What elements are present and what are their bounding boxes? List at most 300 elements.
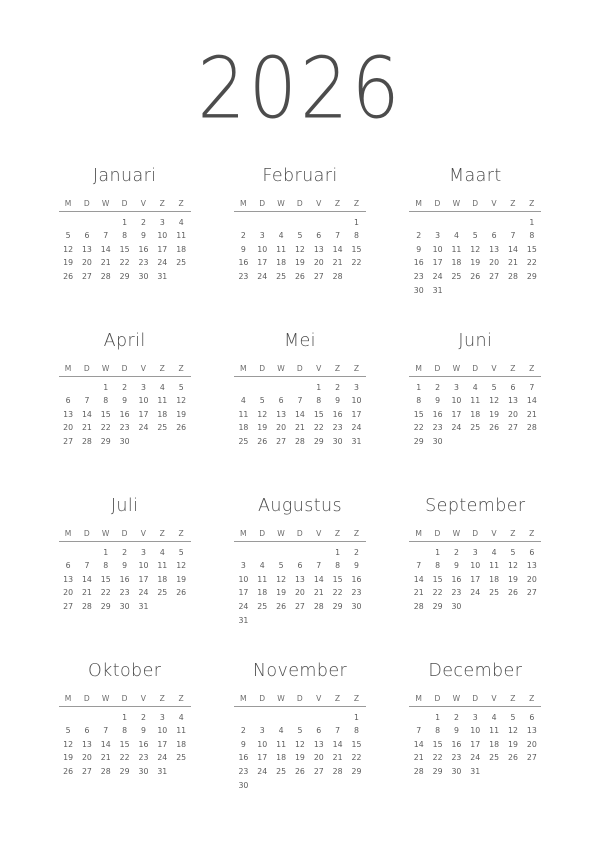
day-cell[interactable]: 5 xyxy=(297,231,303,241)
day-cell[interactable]: 14 xyxy=(507,244,518,254)
day-cell[interactable]: 10 xyxy=(432,244,443,254)
day-cell[interactable]: 18 xyxy=(238,423,249,433)
day-cell[interactable]: 24 xyxy=(432,271,443,281)
day-cell[interactable]: 28 xyxy=(526,423,537,433)
day-cell[interactable]: 11 xyxy=(157,396,168,406)
day-cell[interactable]: 14 xyxy=(413,739,424,749)
day-cell[interactable]: 10 xyxy=(157,726,168,736)
day-cell[interactable]: 26 xyxy=(294,271,305,281)
day-cell[interactable]: 14 xyxy=(100,244,111,254)
day-cell[interactable]: 17 xyxy=(451,409,462,419)
day-cell[interactable]: 9 xyxy=(122,396,128,406)
day-cell[interactable]: 14 xyxy=(294,409,305,419)
day-cell[interactable]: 5 xyxy=(472,231,478,241)
day-cell[interactable]: 12 xyxy=(294,739,305,749)
day-cell[interactable]: 16 xyxy=(238,753,249,763)
day-cell[interactable]: 7 xyxy=(84,561,90,571)
day-cell[interactable]: 4 xyxy=(159,547,165,557)
day-cell[interactable]: 12 xyxy=(276,574,287,584)
day-cell[interactable]: 30 xyxy=(332,436,343,446)
day-cell[interactable]: 17 xyxy=(257,753,268,763)
day-cell[interactable]: 15 xyxy=(313,409,324,419)
day-cell[interactable]: 21 xyxy=(332,753,343,763)
day-cell[interactable]: 4 xyxy=(259,561,265,571)
day-cell[interactable]: 11 xyxy=(257,574,268,584)
day-cell[interactable]: 26 xyxy=(276,601,287,611)
day-cell[interactable]: 11 xyxy=(489,726,500,736)
day-cell[interactable]: 3 xyxy=(453,382,459,392)
day-cell[interactable]: 29 xyxy=(100,601,111,611)
day-cell[interactable]: 27 xyxy=(294,601,305,611)
day-cell[interactable]: 28 xyxy=(313,601,324,611)
day-cell[interactable]: 12 xyxy=(507,561,518,571)
day-cell[interactable]: 16 xyxy=(332,409,343,419)
day-cell[interactable]: 29 xyxy=(313,436,324,446)
day-cell[interactable]: 27 xyxy=(81,271,92,281)
day-cell[interactable]: 19 xyxy=(63,753,74,763)
day-cell[interactable]: 1 xyxy=(354,712,359,722)
day-cell[interactable]: 15 xyxy=(526,244,537,254)
day-cell[interactable]: 25 xyxy=(451,271,462,281)
day-cell[interactable]: 17 xyxy=(351,409,362,419)
day-cell[interactable]: 16 xyxy=(238,258,249,268)
day-cell[interactable]: 12 xyxy=(63,244,74,254)
day-cell[interactable]: 5 xyxy=(491,382,497,392)
day-cell[interactable]: 27 xyxy=(526,753,537,763)
day-cell[interactable]: 28 xyxy=(81,601,92,611)
day-cell[interactable]: 21 xyxy=(294,423,305,433)
day-cell[interactable]: 28 xyxy=(413,766,424,776)
day-cell[interactable]: 4 xyxy=(278,726,284,736)
day-cell[interactable]: 6 xyxy=(84,726,90,736)
day-cell[interactable]: 26 xyxy=(176,588,187,598)
day-cell[interactable]: 11 xyxy=(276,244,287,254)
day-cell[interactable]: 23 xyxy=(351,588,362,598)
day-cell[interactable]: 3 xyxy=(240,561,246,571)
day-cell[interactable]: 8 xyxy=(122,231,128,241)
day-cell[interactable]: 7 xyxy=(103,726,109,736)
day-cell[interactable]: 2 xyxy=(335,382,341,392)
day-cell[interactable]: 1 xyxy=(122,217,128,227)
day-cell[interactable]: 5 xyxy=(259,396,265,406)
day-cell[interactable]: 26 xyxy=(470,271,481,281)
day-cell[interactable]: 23 xyxy=(432,423,443,433)
day-cell[interactable]: 8 xyxy=(435,561,441,571)
day-cell[interactable]: 27 xyxy=(489,271,500,281)
day-cell[interactable]: 25 xyxy=(489,753,500,763)
day-cell[interactable]: 31 xyxy=(470,766,481,776)
day-cell[interactable]: 4 xyxy=(159,382,165,392)
day-cell[interactable]: 26 xyxy=(63,766,74,776)
day-cell[interactable]: 24 xyxy=(238,601,249,611)
day-cell[interactable]: 29 xyxy=(119,766,130,776)
day-cell[interactable]: 1 xyxy=(529,217,535,227)
day-cell[interactable]: 5 xyxy=(510,547,516,557)
day-cell[interactable]: 18 xyxy=(489,574,500,584)
day-cell[interactable]: 5 xyxy=(178,547,184,557)
day-cell[interactable]: 19 xyxy=(507,574,518,584)
day-cell[interactable]: 10 xyxy=(470,726,481,736)
day-cell[interactable]: 22 xyxy=(432,588,443,598)
day-cell[interactable]: 26 xyxy=(507,588,518,598)
day-cell[interactable]: 9 xyxy=(240,739,246,749)
day-cell[interactable]: 23 xyxy=(451,753,462,763)
day-cell[interactable]: 2 xyxy=(122,382,128,392)
day-cell[interactable]: 30 xyxy=(138,271,149,281)
day-cell[interactable]: 22 xyxy=(351,258,362,268)
day-cell[interactable]: 30 xyxy=(238,780,249,790)
day-cell[interactable]: 10 xyxy=(351,396,362,406)
day-cell[interactable]: 4 xyxy=(472,382,478,392)
day-cell[interactable]: 22 xyxy=(332,588,343,598)
day-cell[interactable]: 7 xyxy=(416,561,422,571)
day-cell[interactable]: 3 xyxy=(259,726,265,736)
day-cell[interactable]: 29 xyxy=(119,271,130,281)
day-cell[interactable]: 25 xyxy=(276,766,287,776)
day-cell[interactable]: 4 xyxy=(491,547,497,557)
day-cell[interactable]: 15 xyxy=(119,739,130,749)
day-cell[interactable]: 8 xyxy=(103,396,109,406)
day-cell[interactable]: 27 xyxy=(526,588,537,598)
day-cell[interactable]: 15 xyxy=(432,574,443,584)
day-cell[interactable]: 24 xyxy=(138,423,149,433)
day-cell[interactable]: 12 xyxy=(176,396,187,406)
day-cell[interactable]: 20 xyxy=(63,423,74,433)
day-cell[interactable]: 25 xyxy=(176,753,187,763)
day-cell[interactable]: 4 xyxy=(453,231,459,241)
day-cell[interactable]: 21 xyxy=(313,588,324,598)
day-cell[interactable]: 22 xyxy=(432,753,443,763)
day-cell[interactable]: 8 xyxy=(122,726,128,736)
day-cell[interactable]: 1 xyxy=(416,382,422,392)
day-cell[interactable]: 30 xyxy=(119,601,130,611)
day-cell[interactable]: 19 xyxy=(470,258,481,268)
day-cell[interactable]: 10 xyxy=(257,244,268,254)
day-cell[interactable]: 1 xyxy=(103,547,109,557)
day-cell[interactable]: 12 xyxy=(489,396,500,406)
day-cell[interactable]: 20 xyxy=(63,588,74,598)
day-cell[interactable]: 4 xyxy=(240,396,246,406)
day-cell[interactable]: 3 xyxy=(472,712,478,722)
day-cell[interactable]: 17 xyxy=(470,739,481,749)
day-cell[interactable]: 8 xyxy=(435,726,441,736)
day-cell[interactable]: 14 xyxy=(81,574,92,584)
day-cell[interactable]: 2 xyxy=(354,547,359,557)
day-cell[interactable]: 1 xyxy=(103,382,109,392)
day-cell[interactable]: 5 xyxy=(278,561,284,571)
day-cell[interactable]: 13 xyxy=(313,244,324,254)
day-cell[interactable]: 21 xyxy=(332,258,343,268)
day-cell[interactable]: 16 xyxy=(451,739,462,749)
day-cell[interactable]: 31 xyxy=(238,615,249,625)
day-cell[interactable]: 12 xyxy=(507,726,518,736)
day-cell[interactable]: 9 xyxy=(335,396,341,406)
day-cell[interactable]: 25 xyxy=(470,423,481,433)
day-cell[interactable]: 20 xyxy=(489,258,500,268)
day-cell[interactable]: 19 xyxy=(63,258,74,268)
day-cell[interactable]: 6 xyxy=(297,561,303,571)
day-cell[interactable]: 17 xyxy=(157,739,168,749)
day-cell[interactable]: 19 xyxy=(276,588,287,598)
day-cell[interactable]: 20 xyxy=(507,409,518,419)
day-cell[interactable]: 30 xyxy=(432,436,443,446)
day-cell[interactable]: 1 xyxy=(435,547,441,557)
day-cell[interactable]: 1 xyxy=(122,712,128,722)
day-cell[interactable]: 17 xyxy=(157,244,168,254)
day-cell[interactable]: 22 xyxy=(351,753,362,763)
day-cell[interactable]: 13 xyxy=(489,244,500,254)
day-cell[interactable]: 20 xyxy=(313,753,324,763)
day-cell[interactable]: 16 xyxy=(138,244,149,254)
day-cell[interactable]: 21 xyxy=(413,753,424,763)
day-cell[interactable]: 6 xyxy=(84,231,90,241)
day-cell[interactable]: 30 xyxy=(451,766,462,776)
day-cell[interactable]: 9 xyxy=(453,561,459,571)
day-cell[interactable]: 7 xyxy=(297,396,303,406)
day-cell[interactable]: 27 xyxy=(276,436,287,446)
day-cell[interactable]: 19 xyxy=(507,739,518,749)
day-cell[interactable]: 17 xyxy=(138,409,149,419)
day-cell[interactable]: 23 xyxy=(138,258,149,268)
day-cell[interactable]: 2 xyxy=(416,231,422,241)
day-cell[interactable]: 31 xyxy=(138,601,149,611)
day-cell[interactable]: 3 xyxy=(472,547,478,557)
day-cell[interactable]: 7 xyxy=(416,726,422,736)
day-cell[interactable]: 4 xyxy=(178,217,184,227)
day-cell[interactable]: 4 xyxy=(491,712,497,722)
day-cell[interactable]: 14 xyxy=(313,574,324,584)
day-cell[interactable]: 8 xyxy=(335,561,341,571)
day-cell[interactable]: 25 xyxy=(157,588,168,598)
day-cell[interactable]: 30 xyxy=(413,285,424,295)
day-cell[interactable]: 18 xyxy=(157,409,168,419)
day-cell[interactable]: 12 xyxy=(176,561,187,571)
day-cell[interactable]: 27 xyxy=(313,271,324,281)
day-cell[interactable]: 22 xyxy=(119,258,130,268)
day-cell[interactable]: 26 xyxy=(294,766,305,776)
day-cell[interactable]: 5 xyxy=(178,382,184,392)
day-cell[interactable]: 28 xyxy=(294,436,305,446)
day-cell[interactable]: 15 xyxy=(332,574,343,584)
day-cell[interactable]: 11 xyxy=(238,409,249,419)
day-cell[interactable]: 8 xyxy=(529,231,535,241)
day-cell[interactable]: 13 xyxy=(526,726,537,736)
day-cell[interactable]: 19 xyxy=(294,753,305,763)
day-cell[interactable]: 24 xyxy=(257,271,268,281)
day-cell[interactable]: 15 xyxy=(432,739,443,749)
day-cell[interactable]: 31 xyxy=(351,436,362,446)
day-cell[interactable]: 9 xyxy=(453,726,459,736)
day-cell[interactable]: 14 xyxy=(81,409,92,419)
day-cell[interactable]: 22 xyxy=(313,423,324,433)
day-cell[interactable]: 11 xyxy=(451,244,462,254)
day-cell[interactable]: 24 xyxy=(138,588,149,598)
day-cell[interactable]: 26 xyxy=(489,423,500,433)
day-cell[interactable]: 28 xyxy=(332,766,343,776)
day-cell[interactable]: 10 xyxy=(138,561,149,571)
day-cell[interactable]: 12 xyxy=(63,739,74,749)
day-cell[interactable]: 30 xyxy=(138,766,149,776)
day-cell[interactable]: 14 xyxy=(100,739,111,749)
day-cell[interactable]: 29 xyxy=(432,766,443,776)
day-cell[interactable]: 9 xyxy=(416,244,422,254)
day-cell[interactable]: 1 xyxy=(435,712,441,722)
day-cell[interactable]: 5 xyxy=(297,726,303,736)
day-cell[interactable]: 3 xyxy=(354,382,359,392)
day-cell[interactable]: 15 xyxy=(119,244,130,254)
day-cell[interactable]: 13 xyxy=(276,409,287,419)
day-cell[interactable]: 21 xyxy=(81,588,92,598)
day-cell[interactable]: 26 xyxy=(176,423,187,433)
day-cell[interactable]: 8 xyxy=(316,396,322,406)
day-cell[interactable]: 23 xyxy=(238,271,249,281)
day-cell[interactable]: 17 xyxy=(138,574,149,584)
day-cell[interactable]: 8 xyxy=(354,726,359,736)
day-cell[interactable]: 13 xyxy=(81,739,92,749)
day-cell[interactable]: 2 xyxy=(140,712,146,722)
day-cell[interactable]: 2 xyxy=(140,217,146,227)
day-cell[interactable]: 9 xyxy=(140,726,146,736)
day-cell[interactable]: 11 xyxy=(157,561,168,571)
day-cell[interactable]: 28 xyxy=(413,601,424,611)
day-cell[interactable]: 3 xyxy=(159,712,165,722)
day-cell[interactable]: 12 xyxy=(470,244,481,254)
day-cell[interactable]: 18 xyxy=(176,244,187,254)
day-cell[interactable]: 10 xyxy=(238,574,249,584)
day-cell[interactable]: 13 xyxy=(507,396,518,406)
day-cell[interactable]: 13 xyxy=(313,739,324,749)
day-cell[interactable]: 24 xyxy=(470,588,481,598)
day-cell[interactable]: 24 xyxy=(157,753,168,763)
day-cell[interactable]: 18 xyxy=(276,753,287,763)
day-cell[interactable]: 10 xyxy=(451,396,462,406)
day-cell[interactable]: 24 xyxy=(470,753,481,763)
day-cell[interactable]: 21 xyxy=(413,588,424,598)
day-cell[interactable]: 30 xyxy=(119,436,130,446)
day-cell[interactable]: 2 xyxy=(122,547,128,557)
day-cell[interactable]: 8 xyxy=(103,561,109,571)
day-cell[interactable]: 23 xyxy=(119,588,130,598)
day-cell[interactable]: 29 xyxy=(432,601,443,611)
day-cell[interactable]: 12 xyxy=(257,409,268,419)
day-cell[interactable]: 15 xyxy=(100,574,111,584)
day-cell[interactable]: 11 xyxy=(470,396,481,406)
day-cell[interactable]: 31 xyxy=(157,766,168,776)
day-cell[interactable]: 16 xyxy=(351,574,362,584)
day-cell[interactable]: 16 xyxy=(119,409,130,419)
day-cell[interactable]: 22 xyxy=(100,423,111,433)
day-cell[interactable]: 1 xyxy=(316,382,322,392)
day-cell[interactable]: 5 xyxy=(510,712,516,722)
day-cell[interactable]: 19 xyxy=(176,409,187,419)
day-cell[interactable]: 13 xyxy=(63,409,74,419)
day-cell[interactable]: 16 xyxy=(451,574,462,584)
day-cell[interactable]: 15 xyxy=(413,409,424,419)
day-cell[interactable]: 3 xyxy=(259,231,265,241)
day-cell[interactable]: 23 xyxy=(138,753,149,763)
day-cell[interactable]: 20 xyxy=(276,423,287,433)
day-cell[interactable]: 24 xyxy=(351,423,362,433)
day-cell[interactable]: 22 xyxy=(413,423,424,433)
day-cell[interactable]: 20 xyxy=(81,258,92,268)
day-cell[interactable]: 10 xyxy=(157,231,168,241)
day-cell[interactable]: 19 xyxy=(176,574,187,584)
day-cell[interactable]: 18 xyxy=(176,739,187,749)
day-cell[interactable]: 23 xyxy=(119,423,130,433)
day-cell[interactable]: 2 xyxy=(453,712,459,722)
day-cell[interactable]: 26 xyxy=(257,436,268,446)
day-cell[interactable]: 8 xyxy=(416,396,422,406)
day-cell[interactable]: 7 xyxy=(84,396,90,406)
day-cell[interactable]: 10 xyxy=(257,739,268,749)
day-cell[interactable]: 16 xyxy=(432,409,443,419)
day-cell[interactable]: 11 xyxy=(176,726,187,736)
day-cell[interactable]: 2 xyxy=(453,547,459,557)
day-cell[interactable]: 15 xyxy=(351,244,362,254)
day-cell[interactable]: 29 xyxy=(526,271,537,281)
day-cell[interactable]: 5 xyxy=(65,726,71,736)
day-cell[interactable]: 25 xyxy=(157,423,168,433)
day-cell[interactable]: 28 xyxy=(81,436,92,446)
day-cell[interactable]: 18 xyxy=(489,739,500,749)
day-cell[interactable]: 28 xyxy=(100,271,111,281)
day-cell[interactable]: 16 xyxy=(413,258,424,268)
day-cell[interactable]: 29 xyxy=(351,766,362,776)
day-cell[interactable]: 27 xyxy=(63,436,74,446)
day-cell[interactable]: 3 xyxy=(159,217,165,227)
day-cell[interactable]: 9 xyxy=(435,396,441,406)
day-cell[interactable]: 18 xyxy=(470,409,481,419)
day-cell[interactable]: 3 xyxy=(435,231,441,241)
day-cell[interactable]: 10 xyxy=(470,561,481,571)
day-cell[interactable]: 6 xyxy=(529,712,535,722)
day-cell[interactable]: 17 xyxy=(470,574,481,584)
day-cell[interactable]: 19 xyxy=(489,409,500,419)
day-cell[interactable]: 25 xyxy=(238,436,249,446)
day-cell[interactable]: 27 xyxy=(507,423,518,433)
day-cell[interactable]: 6 xyxy=(316,726,322,736)
day-cell[interactable]: 6 xyxy=(510,382,516,392)
day-cell[interactable]: 15 xyxy=(351,739,362,749)
day-cell[interactable]: 9 xyxy=(354,561,359,571)
day-cell[interactable]: 7 xyxy=(510,231,516,241)
day-cell[interactable]: 7 xyxy=(529,382,535,392)
day-cell[interactable]: 20 xyxy=(313,258,324,268)
day-cell[interactable]: 20 xyxy=(526,574,537,584)
day-cell[interactable]: 27 xyxy=(81,766,92,776)
day-cell[interactable]: 30 xyxy=(351,601,362,611)
day-cell[interactable]: 28 xyxy=(332,271,343,281)
day-cell[interactable]: 23 xyxy=(238,766,249,776)
day-cell[interactable]: 26 xyxy=(63,271,74,281)
day-cell[interactable]: 20 xyxy=(526,739,537,749)
day-cell[interactable]: 30 xyxy=(451,601,462,611)
day-cell[interactable]: 2 xyxy=(240,231,246,241)
day-cell[interactable]: 6 xyxy=(278,396,284,406)
day-cell[interactable]: 20 xyxy=(294,588,305,598)
day-cell[interactable]: 20 xyxy=(81,753,92,763)
day-cell[interactable]: 21 xyxy=(81,423,92,433)
day-cell[interactable]: 6 xyxy=(491,231,497,241)
day-cell[interactable]: 31 xyxy=(157,271,168,281)
day-cell[interactable]: 9 xyxy=(240,244,246,254)
day-cell[interactable]: 9 xyxy=(140,231,146,241)
day-cell[interactable]: 21 xyxy=(526,409,537,419)
day-cell[interactable]: 17 xyxy=(257,258,268,268)
day-cell[interactable]: 28 xyxy=(507,271,518,281)
day-cell[interactable]: 18 xyxy=(257,588,268,598)
day-cell[interactable]: 25 xyxy=(276,271,287,281)
